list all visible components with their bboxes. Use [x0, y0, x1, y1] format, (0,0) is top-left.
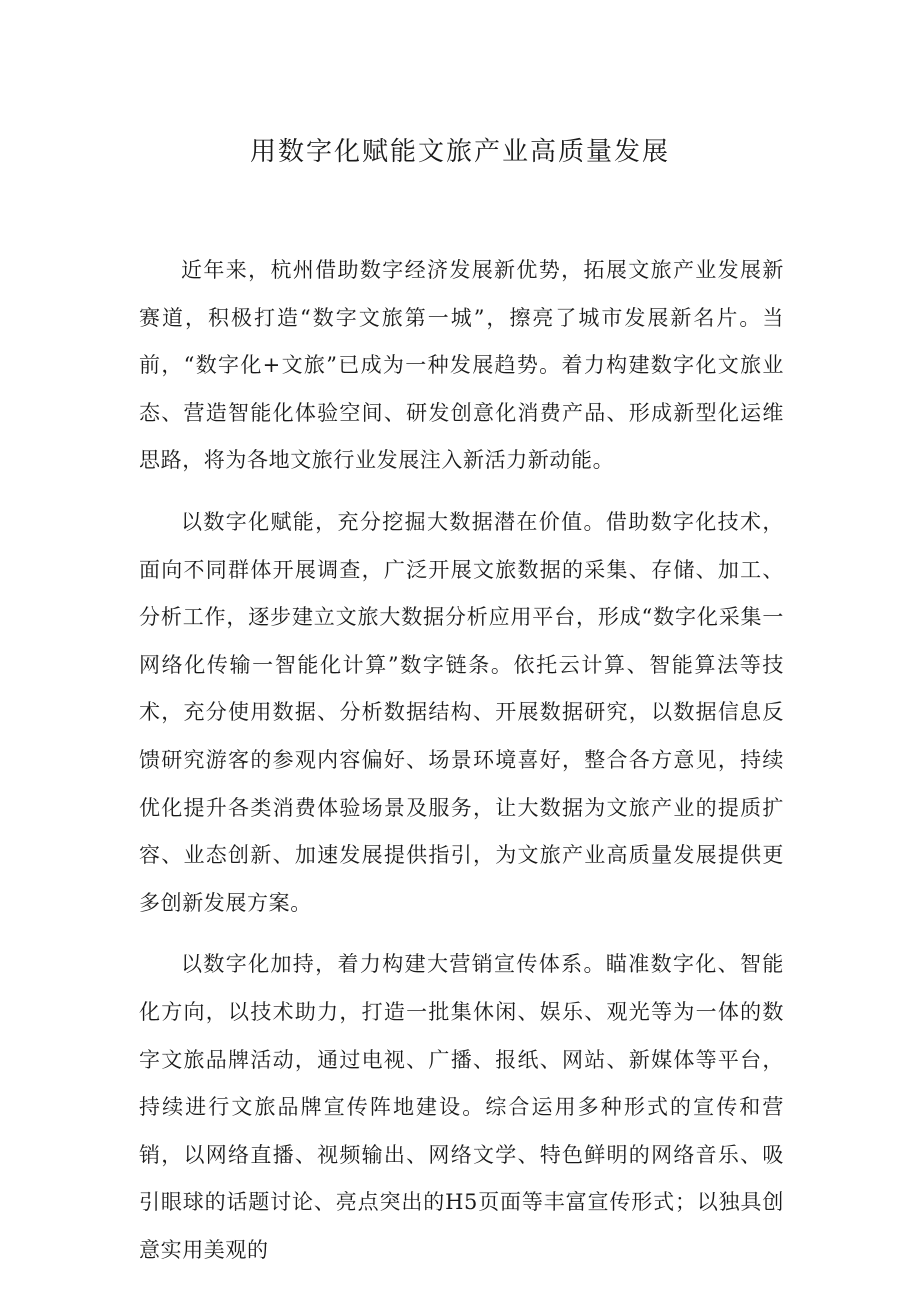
document-title: 用数字化赋能文旅产业高质量发展: [249, 137, 670, 167]
paragraph-big-data: 以数字化赋能，充分挖掘大数据潜在价值。借助数字化技术，面向不同群体开展调查，广泛开展文旅数据的采集、存储、加工、分析工作，逐步建立文旅大数据分析应用平台，形成“数字化采集一网络化传输一智能化计算”数字链条。依托云计算、智能算法等技术，充分使用数据、分析数据结构、开展数据研究，以数据信息反馈研究游客的参观内容偏好、场景环境喜好，整合各方意见，持续优化提升各类消费体验场景及服务，让大数据为文旅产业的提质扩容、业态创新、加速发展提供指引，为文旅产业高质量发展提供更多创新发展方案。: [139, 509, 784, 915]
document-body: [139, 247, 784, 1288]
paragraph-marketing: 以数字化加持，着力构建大营销宣传体系。瞄准数字化、智能化方向，以技术助力，打造一批集休闲、娱乐、观光等为一体的数字文旅品牌活动，通过电视、广播、报纸、网站、新媒体等平台，持续进行文旅品牌宣传阵地建设。综合运用多种形式的宣传和营销，以网络直播、视频输出、网络文学、特色鲜明的网络音乐、吸引眼球的话题讨论、亮点突出的H5页面等丰富宣传形式；以独具创意实用美观的: [139, 952, 784, 1262]
paragraph-intro: 近年来，杭州借助数字经济发展新优势，拓展文旅产业发展新赛道，积极打造“数字文旅第一城”，擦亮了城市发展新名片。当前，“数字化+文旅”已成为一种发展趋势。着力构建数字化文旅业态、营造智能化体验空间、研发创意化消费产品、形成新型化运维思路，将为各地文旅行业发展注入新活力新动能。: [139, 258, 784, 473]
